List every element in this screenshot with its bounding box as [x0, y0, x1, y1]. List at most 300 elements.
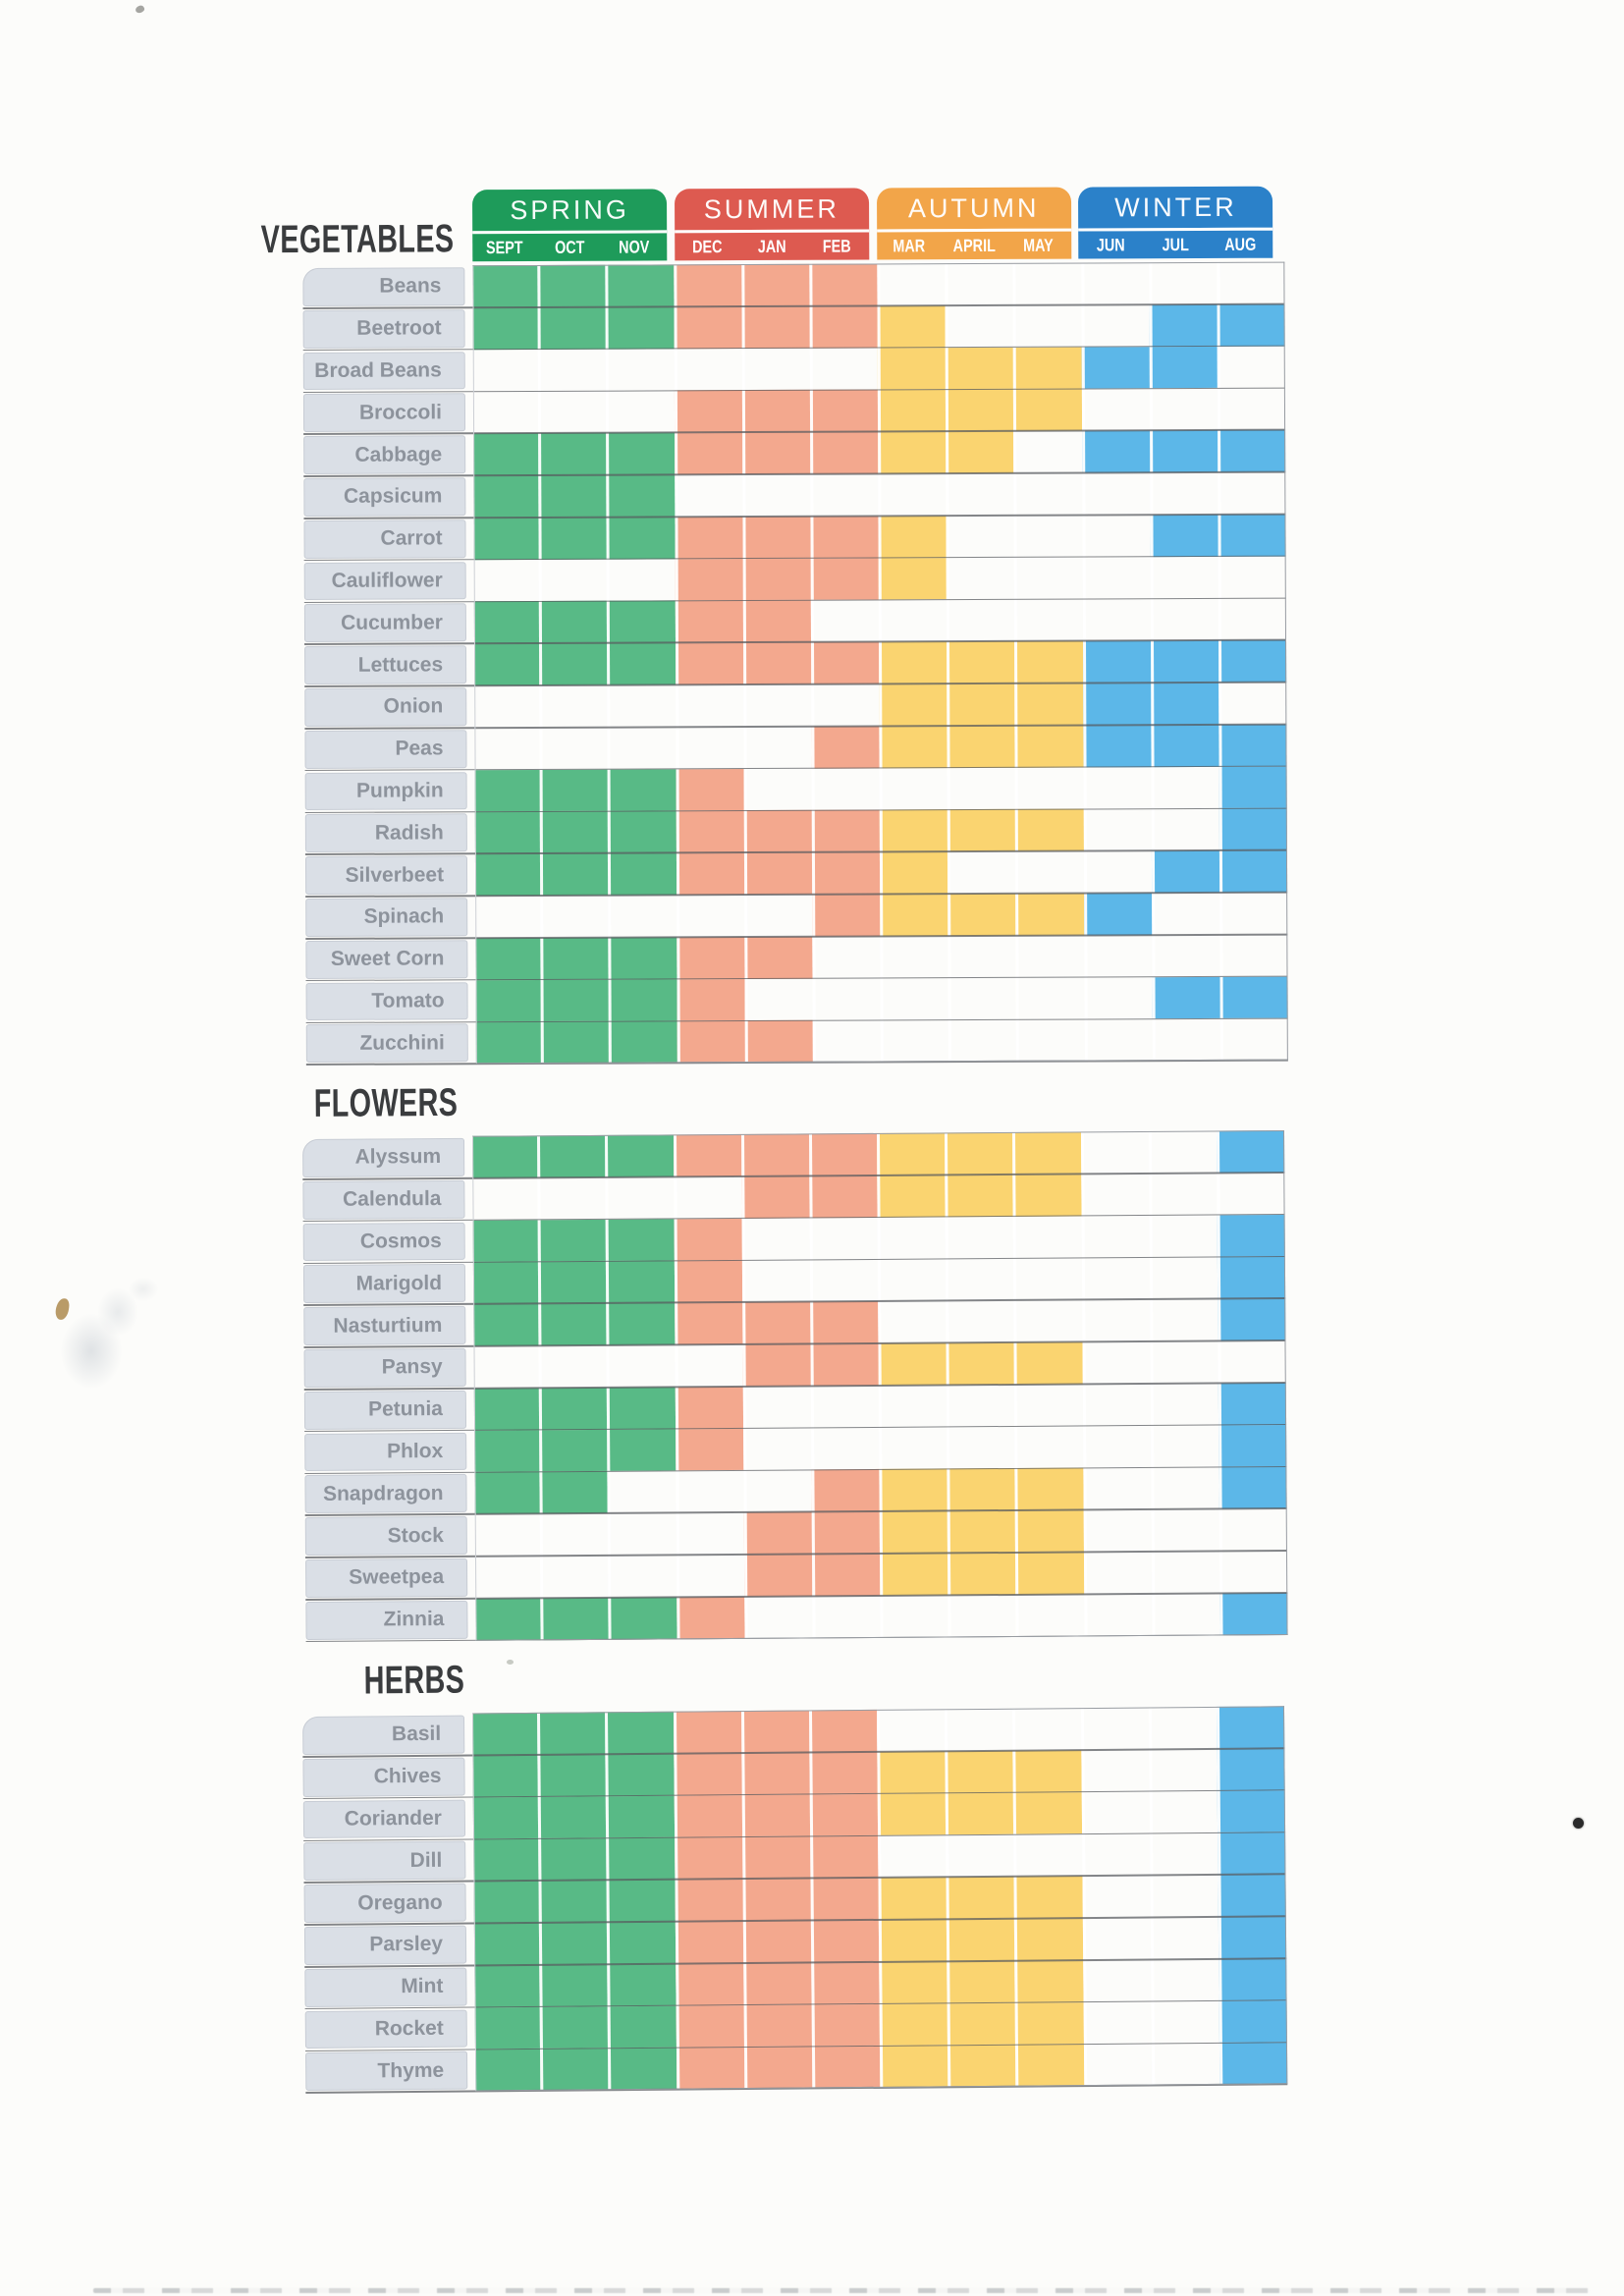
crop-label: Chives — [302, 1757, 464, 1796]
month-cell — [809, 263, 877, 305]
month-cell — [743, 1920, 812, 1962]
month-cell — [1081, 304, 1149, 347]
month-cell — [1015, 1960, 1084, 2002]
crop-row — [303, 430, 1285, 476]
month-cell — [1152, 850, 1219, 893]
month-cell — [676, 2005, 744, 2048]
month-cell — [1218, 1790, 1286, 1832]
month-cell — [878, 1835, 947, 1878]
month-cell — [1013, 1750, 1082, 1792]
month-cell — [1150, 430, 1218, 472]
month-cell — [674, 1134, 741, 1176]
month-cell — [1219, 808, 1287, 850]
month-cell — [1150, 472, 1218, 515]
month-cell — [1152, 1551, 1219, 1593]
month-label: SEPT — [486, 237, 524, 257]
month-cell — [1084, 935, 1152, 977]
month-cell — [606, 349, 674, 391]
month-cell — [1151, 640, 1218, 683]
month-cell — [879, 683, 947, 726]
month-cell — [811, 600, 879, 642]
month-cells — [474, 1425, 1286, 1473]
month-cell — [540, 769, 608, 811]
month-cell — [1083, 640, 1151, 683]
month-cell — [946, 263, 1013, 305]
month-cell — [473, 1838, 539, 1881]
month-cell — [607, 1387, 675, 1429]
month-cell — [607, 643, 675, 685]
month-cell — [1016, 977, 1084, 1019]
month-cell — [539, 1964, 608, 2006]
month-cell — [1015, 1552, 1083, 1594]
crop-row — [303, 1298, 1285, 1347]
crop-row — [305, 1593, 1287, 1642]
month-cells — [473, 430, 1285, 475]
month-cell — [541, 979, 609, 1021]
month-cell — [1219, 934, 1287, 976]
month-cell — [1152, 893, 1219, 935]
month-cell — [538, 265, 606, 307]
month-cell — [675, 1836, 743, 1879]
month-cell — [810, 1343, 878, 1386]
month-cell — [1219, 976, 1287, 1018]
month-cell — [608, 684, 676, 727]
month-cell — [879, 726, 947, 768]
month-cell — [877, 1709, 946, 1751]
month-cell — [1014, 1426, 1082, 1468]
month-cell — [946, 389, 1013, 431]
month-cell — [539, 1345, 607, 1388]
month-cell — [1149, 1215, 1217, 1257]
month-cell — [741, 1710, 810, 1752]
month-cell — [877, 263, 945, 305]
month-cell — [1016, 893, 1084, 935]
month-cells — [474, 598, 1286, 643]
month-cell — [1082, 557, 1150, 599]
month-cell — [674, 1176, 741, 1219]
month-cell — [1218, 1425, 1286, 1467]
month-cell — [946, 347, 1013, 389]
vegetables-grid — [302, 262, 1288, 1065]
month-cell — [1218, 640, 1286, 683]
month-cell — [1083, 1426, 1151, 1468]
month-cell — [676, 1963, 744, 2005]
month-cell — [879, 1427, 947, 1469]
month-cell — [607, 1429, 675, 1471]
month-cell — [1082, 599, 1150, 641]
crop-label: Broad Beans — [303, 352, 465, 391]
month-cell — [676, 727, 743, 769]
month-cell — [676, 852, 743, 895]
month-cell — [1083, 725, 1151, 767]
month-cell — [1081, 1749, 1150, 1791]
month-cell — [880, 809, 947, 851]
crop-row — [304, 1383, 1286, 1432]
month-cell — [606, 433, 674, 475]
month-cell — [675, 1387, 742, 1429]
month-cell — [1081, 1216, 1149, 1258]
month-cell — [475, 2049, 541, 2091]
month-cell — [744, 978, 812, 1020]
month-label: MAR — [893, 235, 926, 255]
crop-row — [304, 1466, 1286, 1515]
month-cell — [1152, 2043, 1220, 2085]
month-cell — [1149, 304, 1217, 347]
month-cell — [1217, 1748, 1285, 1790]
month-cell — [472, 1177, 537, 1220]
crop-row — [305, 1508, 1287, 1558]
month-cell — [539, 643, 607, 685]
month-cell — [1083, 767, 1151, 809]
month-cell — [743, 727, 811, 769]
month-cell — [1014, 1918, 1083, 1960]
month-cell — [880, 936, 947, 978]
month-cell — [1084, 2044, 1153, 2086]
month-cell — [947, 1342, 1014, 1385]
month-cell — [881, 978, 948, 1020]
month-cell — [1012, 1708, 1081, 1750]
month-cell — [541, 1021, 609, 1064]
month-cell — [947, 726, 1015, 768]
month-cell — [948, 936, 1016, 978]
month-cell — [1151, 1425, 1218, 1467]
month-cell — [879, 641, 947, 683]
crop-label: Sweet Corn — [305, 940, 467, 979]
month-cell — [947, 1595, 1015, 1637]
season-header — [472, 187, 1284, 262]
month-cell — [474, 560, 539, 602]
month-cell — [811, 642, 879, 684]
month-cell — [475, 938, 540, 980]
month-cell — [607, 1880, 676, 1922]
month-cell — [744, 2047, 813, 2089]
month-cell — [1218, 1916, 1287, 1958]
month-cells — [475, 934, 1287, 979]
month-cell — [540, 1513, 608, 1556]
month-cell — [606, 306, 674, 349]
month-cell — [813, 1020, 881, 1063]
month-cell — [946, 431, 1013, 473]
month-cell — [1218, 1874, 1286, 1916]
month-cell — [607, 1922, 676, 1964]
month-cell — [1082, 1917, 1151, 1959]
month-cell — [609, 979, 677, 1021]
month-cell — [677, 895, 744, 937]
crop-row — [305, 808, 1287, 854]
month-cells — [472, 1130, 1284, 1178]
month-cell — [1150, 1299, 1218, 1341]
crop-row — [303, 472, 1285, 519]
month-cell — [677, 1597, 744, 1639]
month-cell — [881, 1019, 948, 1062]
month-cell — [811, 1386, 879, 1428]
scan-page-edge — [93, 2288, 1590, 2293]
crop-row — [303, 388, 1285, 434]
crop-label: Cosmos — [303, 1222, 465, 1261]
month-cell — [1084, 893, 1152, 935]
month-cell — [809, 1218, 877, 1260]
month-cell — [1013, 1833, 1082, 1876]
month-cell — [540, 1556, 608, 1598]
month-cell — [743, 768, 811, 810]
month-cell — [1217, 1215, 1284, 1257]
month-cell — [675, 1302, 742, 1344]
month-cells — [473, 1874, 1285, 1923]
month-cell — [538, 349, 606, 391]
month-cell — [1151, 2000, 1219, 2043]
month-cell — [675, 1921, 743, 1963]
month-cell — [473, 1797, 539, 1839]
month-cell — [474, 1472, 539, 1514]
month-cell — [1219, 1508, 1287, 1551]
month-label: JUN — [1097, 234, 1126, 254]
month-cell — [1012, 1131, 1080, 1174]
month-cell — [537, 1712, 606, 1754]
crop-label: Basil — [302, 1716, 464, 1755]
month-cell — [1014, 599, 1082, 641]
month-cell — [1084, 1019, 1152, 1062]
month-cell — [1016, 1019, 1084, 1062]
month-cell — [812, 1511, 880, 1554]
month-cell — [538, 433, 606, 475]
month-cell — [606, 391, 674, 433]
crop-label: Sweetpea — [305, 1558, 467, 1598]
scan-speck — [507, 1660, 514, 1665]
month-cell — [1151, 1917, 1219, 1959]
month-cell — [1149, 262, 1217, 304]
month-cell — [474, 1965, 540, 2007]
herbs-grid — [302, 1706, 1287, 2093]
month-cell — [1082, 1299, 1150, 1341]
month-cell — [742, 1836, 811, 1879]
crop-label: Coriander — [303, 1799, 465, 1838]
month-cell — [947, 1468, 1015, 1510]
month-cell — [878, 1793, 947, 1835]
month-cell — [1218, 1832, 1286, 1875]
month-cell — [1218, 346, 1285, 388]
month-cell — [1016, 1594, 1084, 1636]
crop-row — [304, 598, 1286, 644]
crop-row — [305, 1551, 1287, 1600]
crop-row — [303, 1256, 1285, 1305]
month-cell — [1081, 1131, 1149, 1174]
month-cells — [475, 893, 1287, 938]
month-cell — [811, 1962, 880, 2004]
month-cell — [810, 516, 878, 558]
month-cell — [812, 1554, 880, 1596]
month-cell — [811, 1920, 880, 1962]
month-cell — [474, 1923, 540, 1965]
month-cell — [606, 264, 674, 306]
month-cell — [742, 390, 810, 432]
month-cell — [947, 1385, 1014, 1427]
month-label: JUL — [1162, 234, 1190, 254]
month-cell — [878, 473, 946, 516]
month-cell — [474, 1388, 539, 1430]
month-cells — [474, 556, 1286, 601]
month-cell — [742, 1386, 810, 1428]
crop-row — [303, 346, 1285, 392]
month-cell — [1013, 1216, 1081, 1258]
month-cell — [540, 1471, 608, 1513]
crop-label: Capsicum — [303, 477, 465, 517]
season-tab-winter: WINTER — [1078, 187, 1272, 229]
herbs-title: HERBS — [363, 1658, 465, 1703]
month-cell — [811, 2003, 880, 2046]
crop-row — [302, 262, 1284, 308]
month-cell — [945, 1175, 1012, 1217]
vegetables-title: VEGETABLES — [260, 217, 455, 262]
month-cell — [880, 851, 947, 894]
month-cell — [1218, 1298, 1285, 1340]
month-cells — [475, 1593, 1287, 1641]
crop-row — [303, 303, 1285, 350]
month-cell — [946, 1834, 1014, 1877]
month-cell — [1014, 515, 1082, 557]
crop-label: Rocket — [305, 2009, 467, 2049]
month-cell — [475, 853, 540, 896]
month-cell — [1219, 893, 1287, 935]
month-cell — [606, 1754, 675, 1796]
month-cell — [1014, 1876, 1083, 1918]
month-cell — [540, 853, 608, 896]
month-cells — [475, 2043, 1287, 2092]
month-cell — [475, 1598, 540, 1640]
scan-smudge — [47, 1275, 160, 1397]
month-cell — [1220, 1018, 1288, 1061]
month-cell — [1217, 262, 1284, 304]
month-bars — [472, 228, 1284, 262]
month-cell — [473, 1220, 538, 1262]
month-cell — [742, 1302, 810, 1344]
month-cell — [540, 811, 608, 853]
month-cell — [1082, 515, 1150, 557]
month-cell — [676, 1428, 743, 1470]
section-vegetables — [260, 187, 1288, 1065]
month-cell — [607, 1344, 675, 1387]
month-cell — [742, 474, 810, 517]
month-cell — [743, 810, 811, 852]
month-cell — [810, 1835, 879, 1878]
month-cell — [1015, 2044, 1084, 2086]
month-cell — [742, 1879, 811, 1921]
month-cell — [1149, 1790, 1218, 1832]
month-cell — [1081, 347, 1149, 389]
crop-label: Silverbeet — [305, 855, 467, 895]
month-cell — [1013, 1792, 1082, 1834]
crop-label: Petunia — [304, 1391, 466, 1430]
crop-row — [302, 1130, 1284, 1179]
month-cell — [744, 852, 812, 895]
month-cell — [947, 1877, 1015, 1919]
month-cell — [473, 475, 538, 518]
month-cell — [473, 1262, 538, 1304]
month-cell — [475, 811, 540, 853]
crop-label: Dill — [303, 1841, 465, 1881]
month-cell — [476, 1021, 541, 1064]
month-cell — [676, 769, 743, 811]
crop-label: Lettuces — [304, 645, 466, 684]
month-cell — [1014, 641, 1082, 683]
month-cell — [810, 1878, 879, 1920]
month-cell — [812, 810, 880, 852]
month-cell — [948, 1019, 1016, 1062]
month-cell — [1150, 1875, 1218, 1917]
month-cell — [677, 937, 744, 979]
month-cell — [879, 1877, 947, 1919]
month-cell — [676, 1512, 743, 1555]
month-cell — [608, 769, 676, 811]
month-cell — [608, 1513, 676, 1556]
month-cell — [1013, 1174, 1081, 1216]
scan-speck — [135, 4, 145, 15]
month-cell — [878, 1217, 946, 1259]
month-cell — [946, 1792, 1014, 1834]
crop-row — [303, 1215, 1285, 1264]
crop-row — [304, 1425, 1286, 1474]
crop-row — [305, 934, 1287, 980]
month-cell — [474, 1430, 539, 1472]
month-cell — [809, 1710, 878, 1752]
month-cell — [743, 642, 811, 684]
month-cell — [607, 517, 675, 559]
month-label: NOV — [619, 236, 650, 257]
month-cell — [947, 2002, 1016, 2045]
month-cell — [607, 559, 675, 601]
month-cells — [473, 1340, 1285, 1389]
month-cell — [1218, 1383, 1286, 1425]
month-bar-winter — [1079, 228, 1273, 259]
month-cells — [474, 1383, 1286, 1431]
month-cell — [539, 601, 607, 643]
month-cell — [877, 1175, 945, 1217]
month-label: JAN — [757, 236, 786, 256]
crop-label: Beans — [302, 267, 464, 306]
month-cell — [676, 684, 743, 727]
month-cell — [475, 896, 540, 938]
month-cell — [878, 305, 946, 348]
month-cell — [474, 728, 539, 770]
month-label: MAY — [1023, 235, 1055, 255]
month-cell — [1014, 1384, 1082, 1426]
month-cell — [947, 516, 1014, 558]
month-cell — [879, 1919, 947, 1961]
month-cell — [1219, 850, 1287, 893]
month-cell — [811, 1469, 879, 1511]
month-cell — [812, 852, 880, 895]
month-cells — [475, 2000, 1287, 2050]
month-cell — [878, 1259, 946, 1301]
month-cell — [1150, 1340, 1218, 1383]
month-cell — [1150, 1257, 1218, 1299]
month-cell — [608, 895, 676, 937]
month-cell — [811, 768, 879, 810]
month-cell — [674, 264, 741, 306]
month-cell — [473, 391, 538, 433]
crop-label: Cabbage — [303, 435, 465, 474]
month-cell — [1083, 1509, 1151, 1552]
month-cell — [742, 517, 810, 559]
month-cell — [947, 767, 1015, 809]
month-cell — [743, 1470, 811, 1512]
month-cells — [475, 1508, 1287, 1557]
month-cell — [1013, 263, 1081, 305]
month-cell — [1084, 977, 1152, 1019]
crop-label: Radish — [305, 814, 467, 853]
month-cell — [1151, 808, 1218, 850]
month-cell — [606, 1837, 675, 1880]
month-cell — [473, 518, 538, 560]
